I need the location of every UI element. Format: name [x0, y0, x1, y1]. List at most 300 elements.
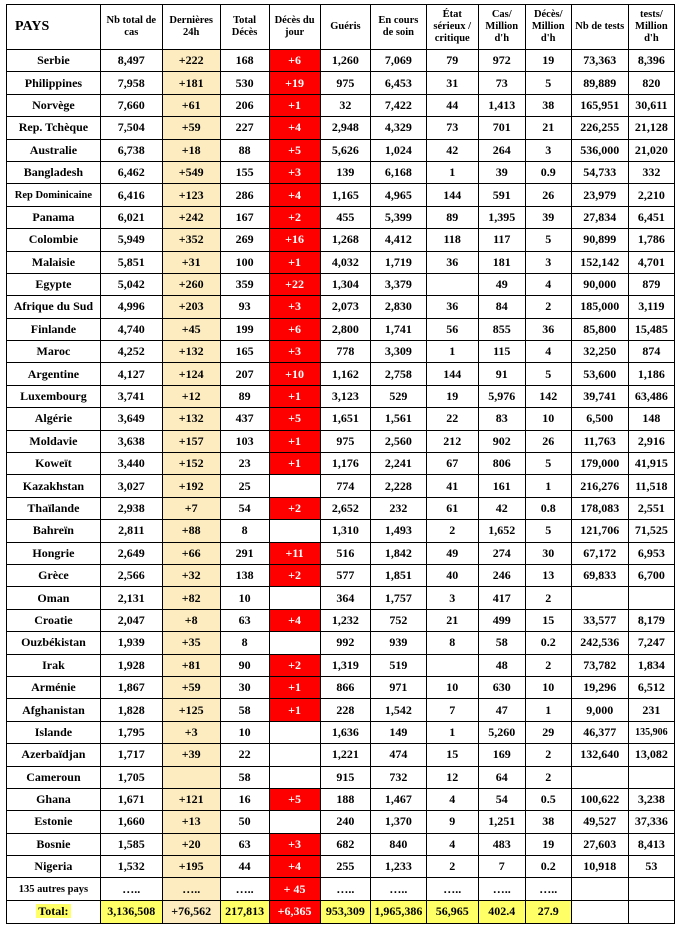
table-row: [7, 385, 675, 407]
recovered-cell: 915: [320, 766, 371, 788]
country-cell: Arménie: [7, 676, 101, 698]
table-row: [7, 296, 675, 318]
total-cases-cell: 1,532: [100, 856, 162, 878]
new-deaths-cell: [269, 520, 320, 542]
tests-per-million-cell: 3,119: [628, 296, 674, 318]
recovered-cell: 516: [320, 542, 371, 564]
new-cases-cell: +81: [162, 654, 220, 676]
header-recovered: Guéris: [320, 5, 371, 50]
recovered-cell: 1,651: [320, 408, 371, 430]
tests-cell: 132,640: [571, 744, 628, 766]
serious-cell: 2: [426, 520, 478, 542]
active-cell: 4,329: [371, 117, 426, 139]
tests-per-million-cell: 15,485: [628, 318, 674, 340]
recovered-cell: 1,304: [320, 273, 371, 295]
new-deaths-cell: +2: [269, 497, 320, 519]
country-cell: Egypte: [7, 273, 101, 295]
cases-per-million-cell: 855: [478, 318, 525, 340]
new-cases-cell: +181: [162, 72, 220, 94]
country-cell: Nigeria: [7, 856, 101, 878]
country-cell: Maroc: [7, 341, 101, 363]
table-row: [7, 497, 675, 519]
deaths-per-million-cell: 0.2: [525, 856, 571, 878]
table-row: [7, 251, 675, 273]
total-cases-cell: 4,740: [100, 318, 162, 340]
header-tests-per-million: tests/ Million d'h: [628, 5, 674, 50]
new-deaths-cell: +6: [269, 318, 320, 340]
total-deaths-cell: 58: [220, 699, 269, 721]
serious-cell: 212: [426, 430, 478, 452]
total-cases-cell: 2,811: [100, 520, 162, 542]
new-cases-cell: +8: [162, 609, 220, 631]
country-cell: Philippines: [7, 72, 101, 94]
new-deaths-cell: +3: [269, 296, 320, 318]
total-cpm-value: 402.4: [478, 900, 525, 923]
cases-per-million-cell: 806: [478, 453, 525, 475]
tests-per-million-cell: 820: [628, 72, 674, 94]
tests-cell: 32,250: [571, 341, 628, 363]
recovered-cell: 32: [320, 94, 371, 116]
active-cell: 6,168: [371, 161, 426, 183]
cases-per-million-cell: 54: [478, 788, 525, 810]
new-deaths-cell: +1: [269, 430, 320, 452]
total-deaths-cell: 227: [220, 117, 269, 139]
total-deaths-cell: 100: [220, 251, 269, 273]
country-cell: Ghana: [7, 788, 101, 810]
table-row: [7, 229, 675, 251]
country-cell: Thaïlande: [7, 497, 101, 519]
serious-cell: 61: [426, 497, 478, 519]
cases-per-million-cell: …..: [478, 878, 525, 900]
active-cell: 1,024: [371, 139, 426, 161]
cases-per-million-cell: 84: [478, 296, 525, 318]
new-cases-cell: +20: [162, 833, 220, 855]
cases-per-million-cell: 117: [478, 229, 525, 251]
country-cell: Irak: [7, 654, 101, 676]
cases-per-million-cell: 417: [478, 587, 525, 609]
cases-per-million-cell: 161: [478, 475, 525, 497]
serious-cell: 8: [426, 632, 478, 654]
total-row: [7, 900, 675, 923]
total-deaths-cell: 10: [220, 721, 269, 743]
recovered-cell: 1,165: [320, 184, 371, 206]
table-row: [7, 72, 675, 94]
total-cases-cell: 3,638: [100, 430, 162, 452]
header-serious: État sérieux / critique: [426, 5, 478, 50]
new-deaths-cell: +4: [269, 856, 320, 878]
new-cases-cell: +125: [162, 699, 220, 721]
cases-per-million-cell: 902: [478, 430, 525, 452]
tests-per-million-cell: 148: [628, 408, 674, 430]
tests-cell: 9,000: [571, 699, 628, 721]
serious-cell: 49: [426, 542, 478, 564]
deaths-per-million-cell: 2: [525, 587, 571, 609]
cases-per-million-cell: 972: [478, 50, 525, 72]
total-cases-cell: 4,127: [100, 363, 162, 385]
tests-cell: 11,763: [571, 430, 628, 452]
country-cell: Bahreïn: [7, 520, 101, 542]
total-deaths-cell: 50: [220, 811, 269, 833]
new-cases-cell: +152: [162, 453, 220, 475]
new-cases-cell: +66: [162, 542, 220, 564]
tests-per-million-cell: 2,916: [628, 430, 674, 452]
table-row: [7, 117, 675, 139]
serious-cell: 118: [426, 229, 478, 251]
active-cell: 519: [371, 654, 426, 676]
tests-per-million-cell: 1,186: [628, 363, 674, 385]
country-cell: Estonie: [7, 811, 101, 833]
table-row: [7, 184, 675, 206]
tests-per-million-cell: 53: [628, 856, 674, 878]
total-deaths-cell: 23: [220, 453, 269, 475]
serious-cell: 89: [426, 206, 478, 228]
active-cell: 5,399: [371, 206, 426, 228]
serious-cell: 31: [426, 72, 478, 94]
deaths-per-million-cell: 36: [525, 318, 571, 340]
tests-cell: 85,800: [571, 318, 628, 340]
new-deaths-cell: +22: [269, 273, 320, 295]
recovered-cell: 1,636: [320, 721, 371, 743]
deaths-per-million-cell: 0.9: [525, 161, 571, 183]
tests-per-million-cell: 8,179: [628, 609, 674, 631]
recovered-cell: 975: [320, 430, 371, 452]
serious-cell: 42: [426, 139, 478, 161]
deaths-per-million-cell: 3: [525, 139, 571, 161]
cases-per-million-cell: 48: [478, 654, 525, 676]
cases-per-million-cell: 1,413: [478, 94, 525, 116]
country-cell: Azerbaïdjan: [7, 744, 101, 766]
new-cases-cell: +242: [162, 206, 220, 228]
tests-cell: 90,000: [571, 273, 628, 295]
serious-cell: 1: [426, 341, 478, 363]
tests-cell: 73,363: [571, 50, 628, 72]
total-deaths-cell: 291: [220, 542, 269, 564]
recovered-cell: …..: [320, 878, 371, 900]
serious-cell: 15: [426, 744, 478, 766]
new-deaths-cell: +3: [269, 341, 320, 363]
deaths-per-million-cell: 21: [525, 117, 571, 139]
new-deaths-cell: + 45: [269, 878, 320, 900]
table-row: [7, 453, 675, 475]
recovered-cell: 1,319: [320, 654, 371, 676]
deaths-per-million-cell: 26: [525, 184, 571, 206]
serious-cell: 56: [426, 318, 478, 340]
country-cell: Rep. Tchèque: [7, 117, 101, 139]
active-cell: 1,757: [371, 587, 426, 609]
tests-per-million-cell: 21,128: [628, 117, 674, 139]
new-cases-cell: +203: [162, 296, 220, 318]
tests-per-million-cell: 4,701: [628, 251, 674, 273]
new-cases-cell: +195: [162, 856, 220, 878]
active-cell: 1,370: [371, 811, 426, 833]
tests-per-million-cell: 6,953: [628, 542, 674, 564]
recovered-cell: 139: [320, 161, 371, 183]
total-deaths-cell: 8: [220, 632, 269, 654]
serious-cell: 12: [426, 766, 478, 788]
tests-per-million-cell: 71,525: [628, 520, 674, 542]
table-row: [7, 587, 675, 609]
country-cell: Colombie: [7, 229, 101, 251]
total-cases-cell: 2,938: [100, 497, 162, 519]
total-deaths-cell: 8: [220, 520, 269, 542]
recovered-cell: 364: [320, 587, 371, 609]
country-cell: Afghanistan: [7, 699, 101, 721]
cases-per-million-cell: 64: [478, 766, 525, 788]
total-cases-cell: 7,660: [100, 94, 162, 116]
cases-per-million-cell: 169: [478, 744, 525, 766]
new-cases-cell: +59: [162, 117, 220, 139]
tests-per-million-cell: 231: [628, 699, 674, 721]
cases-per-million-cell: 246: [478, 564, 525, 586]
cases-per-million-cell: 483: [478, 833, 525, 855]
serious-cell: 73: [426, 117, 478, 139]
cases-per-million-cell: 91: [478, 363, 525, 385]
total-deaths-cell: 206: [220, 94, 269, 116]
table-row: [7, 833, 675, 855]
total-cases-cell: 6,416: [100, 184, 162, 206]
total-cases-cell: 4,996: [100, 296, 162, 318]
new-deaths-cell: +2: [269, 206, 320, 228]
total-deaths-cell: 530: [220, 72, 269, 94]
tests-cell: 6,500: [571, 408, 628, 430]
serious-cell: 9: [426, 811, 478, 833]
country-cell: Panama: [7, 206, 101, 228]
table-row: [7, 475, 675, 497]
tests-per-million-cell: 7,247: [628, 632, 674, 654]
active-cell: 2,758: [371, 363, 426, 385]
tests-cell: [571, 766, 628, 788]
recovered-cell: 1,232: [320, 609, 371, 631]
serious-cell: 36: [426, 251, 478, 273]
active-cell: 2,228: [371, 475, 426, 497]
tests-per-million-cell: 37,336: [628, 811, 674, 833]
tests-per-million-cell: 6,451: [628, 206, 674, 228]
total-deaths-cell: 90: [220, 654, 269, 676]
total-cases-cell: 5,851: [100, 251, 162, 273]
tests-cell: 69,833: [571, 564, 628, 586]
country-cell: Malaisie: [7, 251, 101, 273]
tests-cell: 90,899: [571, 229, 628, 251]
active-cell: 840: [371, 833, 426, 855]
table-row: [7, 721, 675, 743]
active-cell: 3,309: [371, 341, 426, 363]
new-deaths-cell: +3: [269, 161, 320, 183]
new-cases-cell: +260: [162, 273, 220, 295]
header-tests: Nb de tests: [571, 5, 628, 50]
new-cases-cell: +3: [162, 721, 220, 743]
cases-per-million-cell: 47: [478, 699, 525, 721]
tests-per-million-cell: 874: [628, 341, 674, 363]
serious-cell: 144: [426, 184, 478, 206]
new-cases-cell: +35: [162, 632, 220, 654]
total-tests-empty: [571, 900, 628, 923]
deaths-per-million-cell: 29: [525, 721, 571, 743]
table-row: [7, 676, 675, 698]
covid-table-container: [6, 4, 675, 924]
cases-per-million-cell: 1,652: [478, 520, 525, 542]
deaths-per-million-cell: 10: [525, 408, 571, 430]
new-cases-cell: +352: [162, 229, 220, 251]
new-deaths-cell: +1: [269, 453, 320, 475]
deaths-per-million-cell: 5: [525, 453, 571, 475]
new-deaths-cell: +1: [269, 251, 320, 273]
total-cases-cell: 1,828: [100, 699, 162, 721]
cases-per-million-cell: 274: [478, 542, 525, 564]
table-row: [7, 430, 675, 452]
total-cases-cell: …..: [100, 878, 162, 900]
new-cases-cell: …..: [162, 878, 220, 900]
total-serious-value: 56,965: [426, 900, 478, 923]
country-cell: 135 autres pays: [7, 878, 101, 900]
tests-per-million-cell: 6,700: [628, 564, 674, 586]
total-new-deaths-value: +6,365: [269, 900, 320, 923]
tests-per-million-cell: 1,834: [628, 654, 674, 676]
header-deaths-per-million: Décès/ Million d'h: [525, 5, 571, 50]
active-cell: 1,233: [371, 856, 426, 878]
table-row: [7, 811, 675, 833]
tests-cell: 27,834: [571, 206, 628, 228]
country-cell: Hongrie: [7, 542, 101, 564]
total-cases-cell: 7,958: [100, 72, 162, 94]
table-row: [7, 94, 675, 116]
tests-per-million-cell: 1,786: [628, 229, 674, 251]
deaths-per-million-cell: 13: [525, 564, 571, 586]
active-cell: 752: [371, 609, 426, 631]
total-deaths-cell: 22: [220, 744, 269, 766]
active-cell: 4,965: [371, 184, 426, 206]
total-cases-cell: 1,660: [100, 811, 162, 833]
recovered-cell: 228: [320, 699, 371, 721]
total-tpm-empty: [628, 900, 674, 923]
total-cases-cell: 6,021: [100, 206, 162, 228]
new-cases-cell: [162, 766, 220, 788]
serious-cell: [426, 654, 478, 676]
serious-cell: 1: [426, 721, 478, 743]
table-row: [7, 161, 675, 183]
total-label-text: Total:: [38, 904, 69, 919]
total-deaths-value: 217,813: [220, 900, 269, 923]
deaths-per-million-cell: 2: [525, 654, 571, 676]
deaths-per-million-cell: 3: [525, 251, 571, 273]
header-row: [7, 5, 675, 50]
recovered-cell: 975: [320, 72, 371, 94]
tests-cell: 46,377: [571, 721, 628, 743]
country-cell: Cameroun: [7, 766, 101, 788]
header-total-deaths: Total Décès: [220, 5, 269, 50]
table-row: [7, 542, 675, 564]
deaths-per-million-cell: 5: [525, 363, 571, 385]
serious-cell: 67: [426, 453, 478, 475]
total-cases-cell: 2,047: [100, 609, 162, 631]
tests-cell: 27,603: [571, 833, 628, 855]
tests-cell: 121,706: [571, 520, 628, 542]
total-cases-cell: 2,131: [100, 587, 162, 609]
total-cases-cell: 1,939: [100, 632, 162, 654]
active-cell: 1,493: [371, 520, 426, 542]
recovered-cell: 455: [320, 206, 371, 228]
tests-cell: 10,918: [571, 856, 628, 878]
tests-cell: 216,276: [571, 475, 628, 497]
active-cell: 971: [371, 676, 426, 698]
new-cases-cell: +7: [162, 497, 220, 519]
deaths-per-million-cell: 1: [525, 475, 571, 497]
tests-per-million-cell: 41,915: [628, 453, 674, 475]
country-cell: Moldavie: [7, 430, 101, 452]
cases-per-million-cell: 115: [478, 341, 525, 363]
active-cell: 2,241: [371, 453, 426, 475]
tests-cell: 19,296: [571, 676, 628, 698]
tests-cell: 152,142: [571, 251, 628, 273]
recovered-cell: 577: [320, 564, 371, 586]
serious-cell: …..: [426, 878, 478, 900]
tests-per-million-cell: 30,611: [628, 94, 674, 116]
total-cases-cell: 4,252: [100, 341, 162, 363]
new-cases-cell: +45: [162, 318, 220, 340]
new-deaths-cell: [269, 744, 320, 766]
tests-per-million-cell: 3,238: [628, 788, 674, 810]
table-row: [7, 878, 675, 900]
cases-per-million-cell: 701: [478, 117, 525, 139]
cases-per-million-cell: 499: [478, 609, 525, 631]
serious-cell: 10: [426, 676, 478, 698]
total-cases-cell: 5,949: [100, 229, 162, 251]
deaths-per-million-cell: 0.5: [525, 788, 571, 810]
country-cell: Grèce: [7, 564, 101, 586]
cases-per-million-cell: 630: [478, 676, 525, 698]
serious-cell: [426, 273, 478, 295]
tests-per-million-cell: 2,551: [628, 497, 674, 519]
active-cell: 4,412: [371, 229, 426, 251]
active-cell: 7,069: [371, 50, 426, 72]
serious-cell: 21: [426, 609, 478, 631]
total-deaths-cell: 103: [220, 430, 269, 452]
recovered-cell: 240: [320, 811, 371, 833]
cases-per-million-cell: 181: [478, 251, 525, 273]
cases-per-million-cell: 42: [478, 497, 525, 519]
new-deaths-cell: +4: [269, 609, 320, 631]
table-body: [7, 50, 675, 901]
serious-cell: 1: [426, 161, 478, 183]
total-deaths-cell: 199: [220, 318, 269, 340]
tests-per-million-cell: 21,020: [628, 139, 674, 161]
deaths-per-million-cell: 1: [525, 699, 571, 721]
tests-cell: 53,600: [571, 363, 628, 385]
tests-cell: 165,951: [571, 94, 628, 116]
deaths-per-million-cell: 5: [525, 520, 571, 542]
table-row: [7, 318, 675, 340]
total-deaths-cell: 88: [220, 139, 269, 161]
cases-per-million-cell: 39: [478, 161, 525, 183]
serious-cell: 7: [426, 699, 478, 721]
new-deaths-cell: [269, 721, 320, 743]
total-cases-cell: 3,741: [100, 385, 162, 407]
deaths-per-million-cell: 5: [525, 229, 571, 251]
country-cell: Bosnie: [7, 833, 101, 855]
total-deaths-cell: 10: [220, 587, 269, 609]
total-deaths-cell: 30: [220, 676, 269, 698]
total-deaths-cell: 54: [220, 497, 269, 519]
tests-per-million-cell: 332: [628, 161, 674, 183]
cases-per-million-cell: 58: [478, 632, 525, 654]
country-cell: Kazakhstan: [7, 475, 101, 497]
new-cases-cell: +192: [162, 475, 220, 497]
total-deaths-cell: 89: [220, 385, 269, 407]
deaths-per-million-cell: …..: [525, 878, 571, 900]
header-total-cases: Nb total de cas: [100, 5, 162, 50]
country-cell: Croatie: [7, 609, 101, 631]
deaths-per-million-cell: 38: [525, 811, 571, 833]
deaths-per-million-cell: 2: [525, 296, 571, 318]
